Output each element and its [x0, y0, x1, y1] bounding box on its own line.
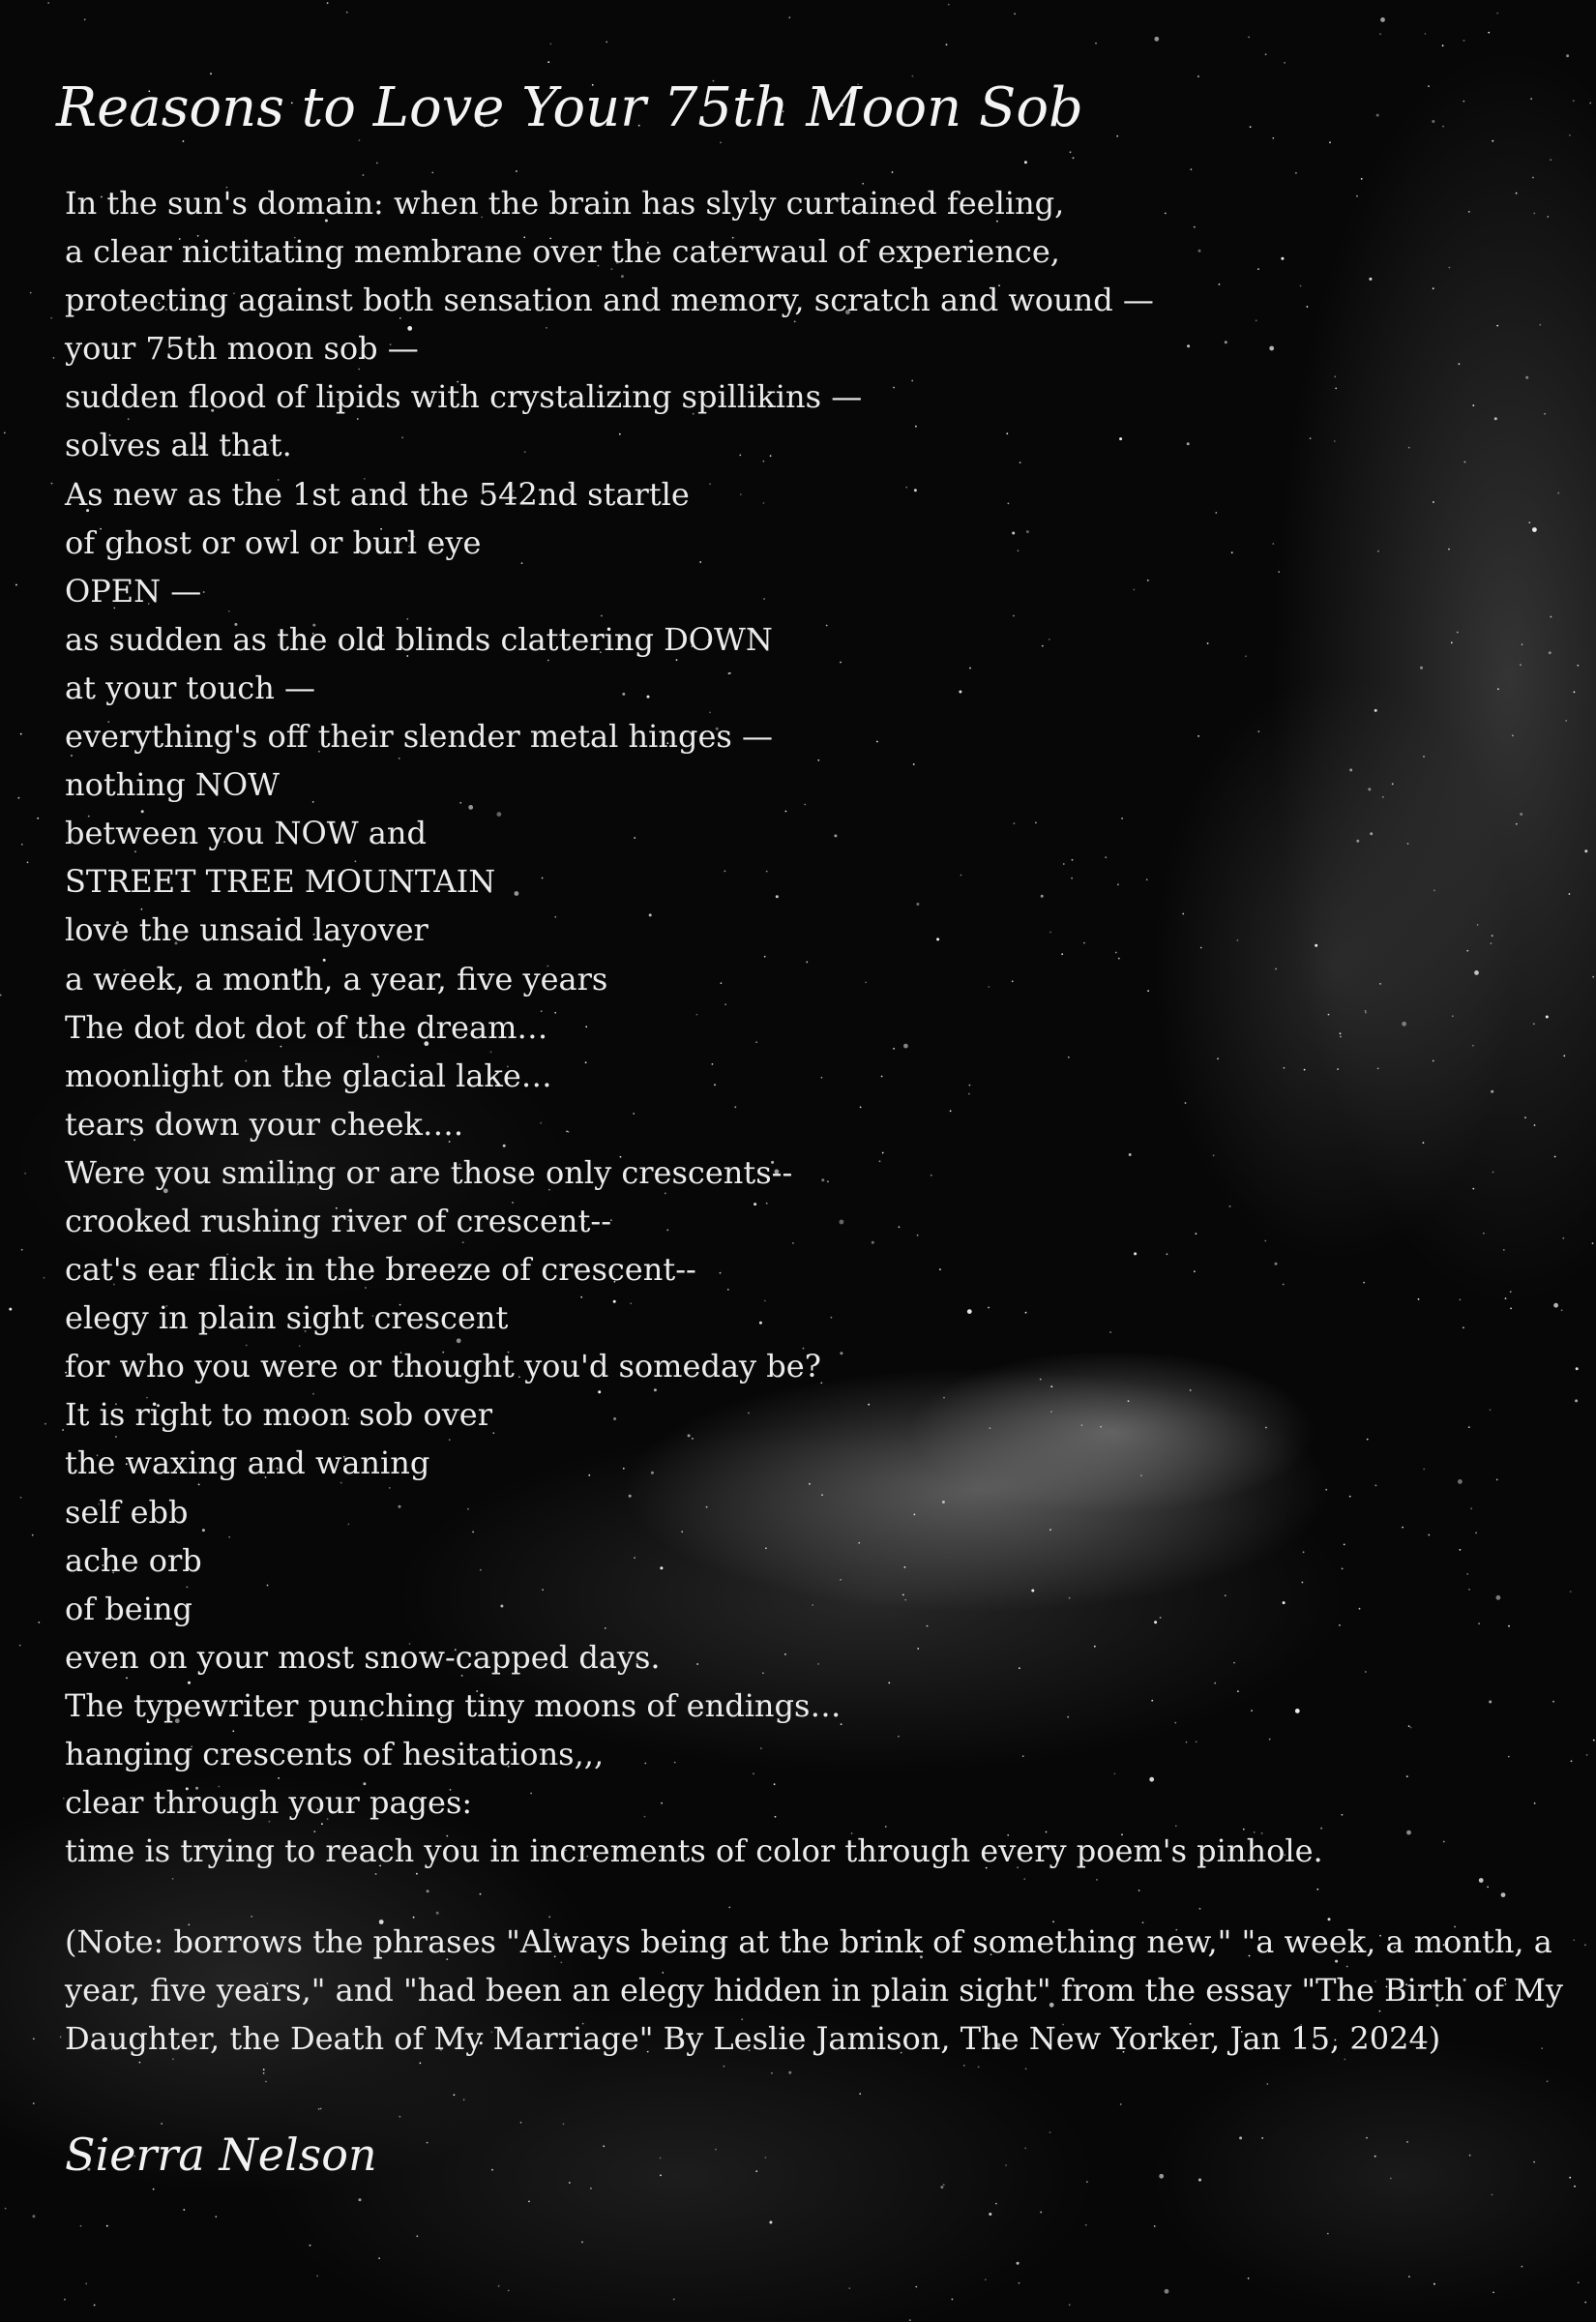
poem-title: Reasons to Love Your 75th Moon Sob — [56, 76, 1083, 139]
poem-line: for who you were or thought you'd someday be? — [65, 1348, 821, 1385]
poem-line: a clear nictitating membrane over the caterwaul of experience, — [65, 233, 1060, 271]
poem-line: a week, a month, a year, five years — [65, 960, 608, 997]
poem-line: Were you smiling or are those only crescents-- — [65, 1153, 793, 1191]
poem-line: of being — [65, 1590, 193, 1627]
poem-line: the waxing and waning — [65, 1444, 430, 1482]
poem-line: As new as the 1st and the 542nd startle — [65, 475, 690, 513]
poem-line: tears down your cheek…. — [65, 1105, 464, 1143]
poem-body — [65, 179, 1574, 1875]
poem-line: at your touch — — [65, 669, 315, 706]
poem-line: solves all that. — [65, 427, 292, 464]
poem-line: The dot dot dot of the dream… — [65, 1008, 548, 1046]
poem-line: elegy in plain sight crescent — [65, 1299, 509, 1337]
poem-line: love the unsaid layover — [65, 911, 429, 949]
poem-line: hanging crescents of hesitations,,, — [65, 1736, 605, 1772]
poem-line: It is right to moon sob over — [65, 1396, 493, 1434]
source-note: (Note: borrows the phrases "Always being at the brink of something new," "a week, a month, a year, five years," and "had been an elegy hidden in plain sight" from the essay "The Birth of My Daughter, the Death of My Marriage" By Leslie Jamison, The New Yorker, Jan 15, 2024) — [65, 1923, 1563, 2057]
poem-line: time is trying to reach you in increments of color through every poem's pinhole. — [65, 1832, 1323, 1870]
poem-line: even on your most snow-capped days. — [65, 1638, 661, 1676]
poem-line: In the sun's domain: when the brain has slyly curtained feeling, — [65, 185, 1065, 222]
poem-line: nothing NOW — [65, 766, 280, 804]
poem-line: ache orb — [65, 1541, 202, 1579]
poem-line: self ebb — [65, 1493, 189, 1531]
poem-line: sudden flood of lipids with crystalizing spillikins — — [65, 378, 863, 416]
author-signature: Sierra Nelson — [65, 2128, 377, 2181]
poem-line: OPEN — — [65, 572, 202, 610]
poem-line: protecting against both sensation and memory, scratch and wound — — [65, 282, 1154, 319]
poem-line: between you NOW and — [65, 815, 427, 852]
poem-line: your 75th moon sob — — [65, 330, 419, 368]
poem-line: clear through your pages: — [65, 1784, 473, 1822]
poem-line: STREET TREE MOUNTAIN — [65, 863, 496, 901]
poem-line: moonlight on the glacial lake… — [65, 1057, 552, 1094]
poem-line: The typewriter punching tiny moons of endings… — [65, 1686, 842, 1724]
poem-line: cat's ear flick in the breeze of crescent-- — [65, 1251, 696, 1289]
poem-line: crooked rushing river of crescent-- — [65, 1202, 611, 1239]
poem-line: as sudden as the old blinds clattering DOWN — [65, 620, 773, 658]
poem-line: of ghost or owl or burl eye — [65, 523, 482, 561]
poem-line: everything's off their slender metal hinges — — [65, 718, 773, 756]
